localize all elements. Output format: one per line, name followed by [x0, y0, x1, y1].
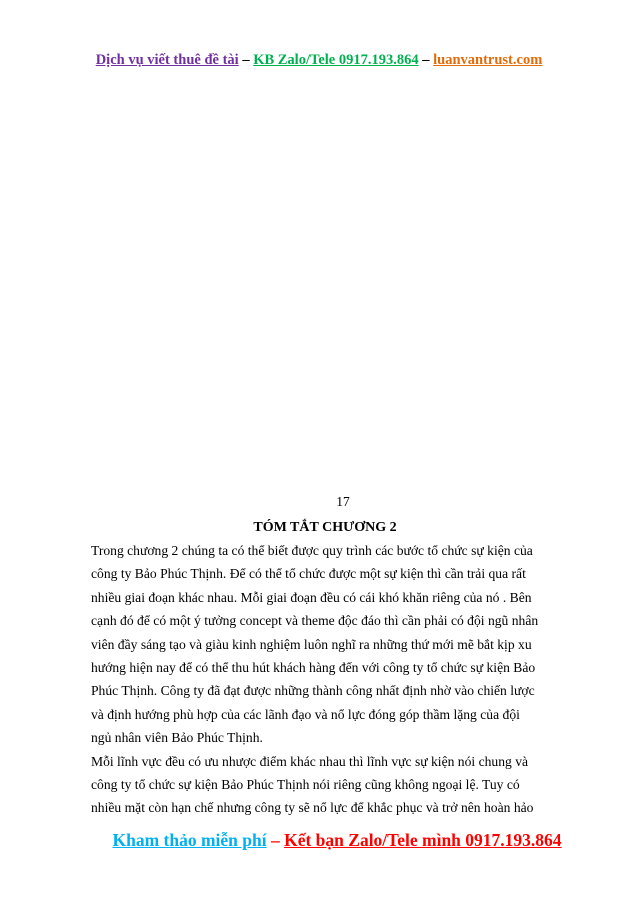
header-service-link[interactable]: Dịch vụ viết thuê đề tài — [95, 52, 239, 68]
body-line: ngủ nhân viên Bảo Phúc Thịnh. — [91, 730, 263, 746]
page-footer — [0, 830, 638, 851]
page-header — [0, 52, 638, 69]
body-line: Phúc Thịnh. Công ty đã đạt được những thành công nhất định nhờ vào chiến lược — [91, 683, 535, 699]
body-line: Trong chương 2 chúng ta có thể biết được quy trình các bước tổ chức sự kiện của — [91, 543, 533, 558]
header-contact-link[interactable]: KB Zalo/Tele 0917.193.864 — [253, 52, 419, 68]
body-line: và định hướng phù hợp của các lãnh đạo và nổ lực đóng góp thầm lặng của đội — [91, 706, 520, 722]
body-line: cạnh đó để có một ý tưởng concept và theme độc đáo thì cần phải có đội ngũ nhân — [91, 613, 539, 629]
body-line: nhiều mặt còn hạn chế nhưng công ty sẽ nổ lực để khắc phục và trở nên hoàn hảo — [91, 800, 534, 816]
footer-free-reference-link[interactable]: Kham thảo miễn phí — [112, 830, 267, 850]
section-title: TÓM TẮT CHƯƠNG 2 — [253, 520, 397, 535]
body-line: công ty Bảo Phúc Thịnh. Để có thể tổ chức được một sự kiện thì cần trải qua rất — [91, 566, 526, 582]
header-website-link[interactable]: luanvantrust.com — [433, 52, 543, 68]
page-number: 17 — [336, 494, 350, 509]
footer-contact-link[interactable]: Kết bạn Zalo/Tele mình 0917.193.864 — [284, 830, 562, 850]
header-separator: – — [418, 52, 434, 68]
body-line: nhiều giai đoạn khác nhau. Mỗi giai đoạn đều có cái khó khăn riêng của nó . Bên — [91, 589, 532, 605]
footer-separator: – — [266, 830, 285, 850]
header-separator: – — [238, 52, 254, 68]
body-line: viên đầy sáng tạo và giàu kinh nghiệm luôn nghĩ ra những thứ mới mẽ bắt kịp xu — [91, 636, 532, 652]
body-line: hướng hiện nay để có thể thu hút khách hàng đến với công ty tổ chức sự kiện Bảo — [91, 660, 536, 676]
body-line: công ty tổ chức sự kiện Bảo Phúc Thịnh nói riêng cũng không ngoại lệ. Tuy có — [91, 777, 520, 793]
body-text — [91, 539, 561, 820]
body-line: Mỗi lĩnh vực đều có ưu nhược điểm khác nhau thì lĩnh vực sự kiện nói chung và — [91, 753, 529, 769]
